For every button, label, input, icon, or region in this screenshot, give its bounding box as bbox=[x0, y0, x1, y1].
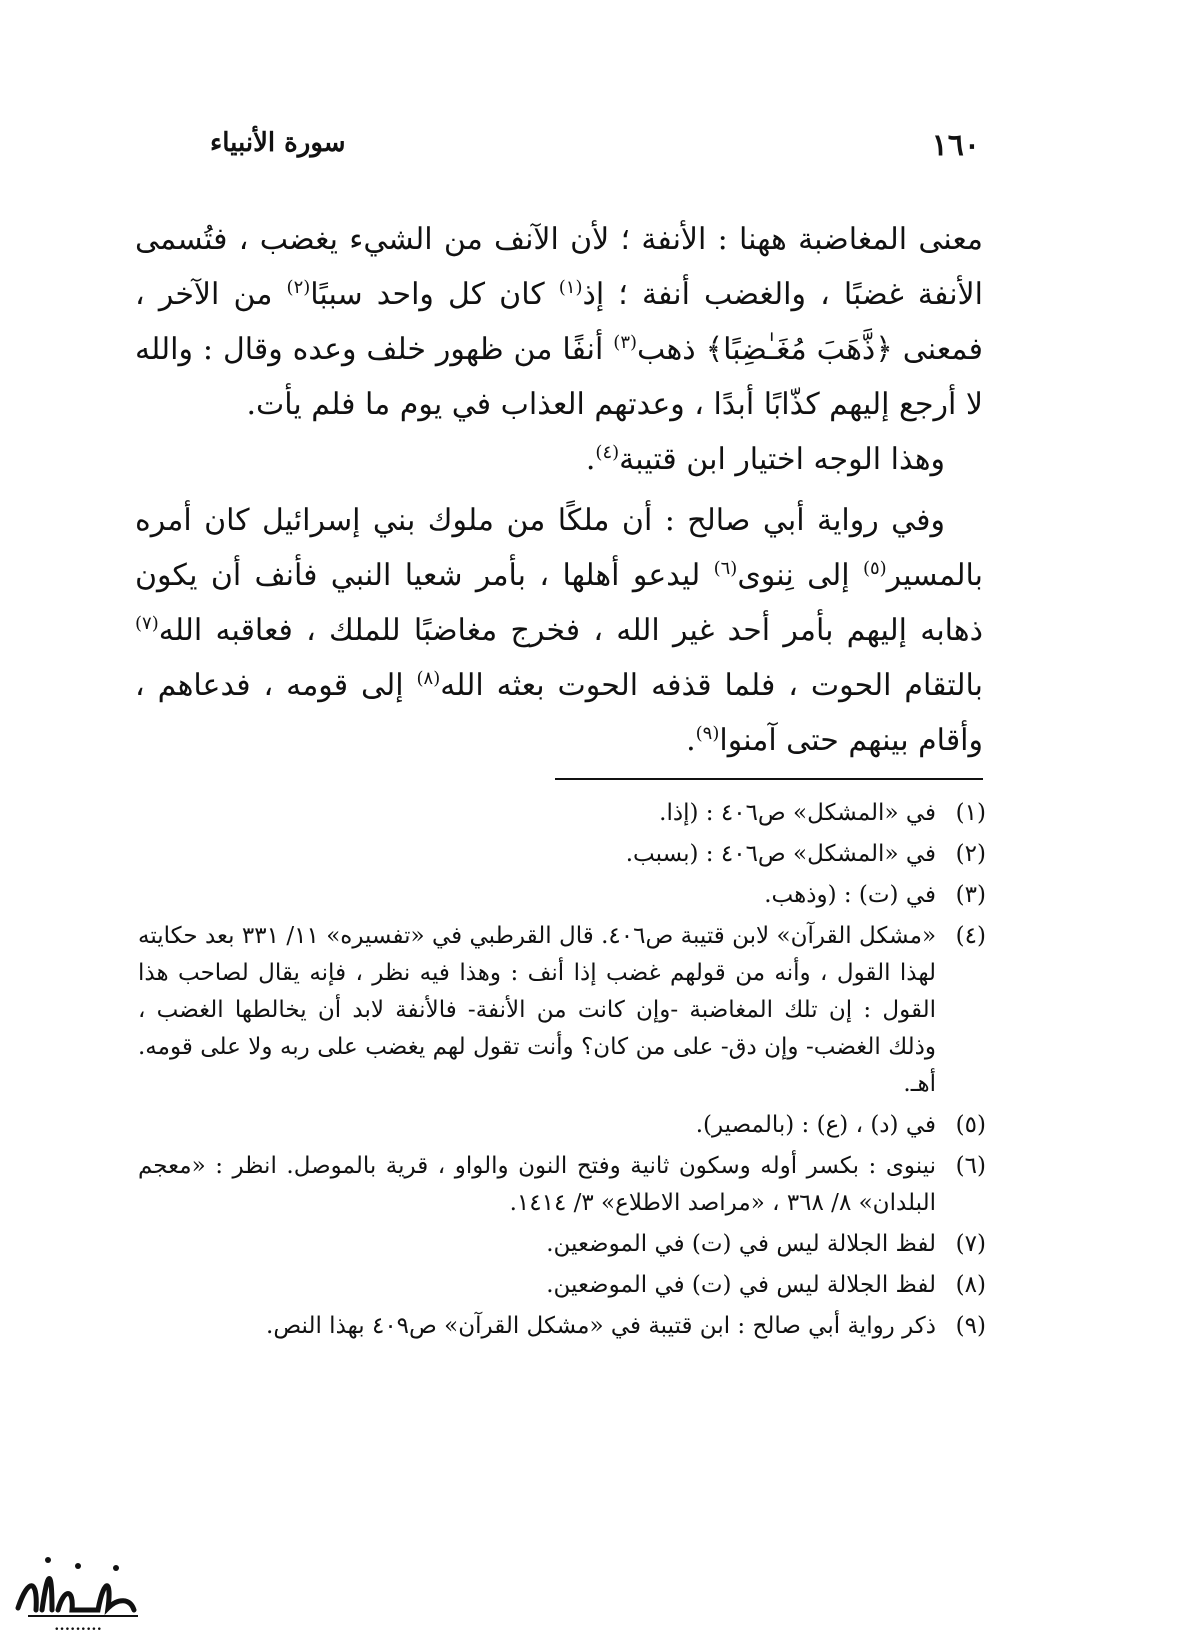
footnote-8 bbox=[138, 1267, 986, 1304]
footnote-ref-4[interactable]: (٤) bbox=[595, 442, 620, 463]
text-run: كان كل واحد سببًا bbox=[310, 277, 559, 312]
paragraph-3 bbox=[135, 493, 983, 768]
paragraph-1 bbox=[135, 212, 983, 432]
surah-title: سورة الأنبياء bbox=[210, 128, 346, 158]
footnote-ref-6[interactable]: (٦) bbox=[713, 558, 738, 579]
footnote-7 bbox=[138, 1226, 986, 1263]
footnote-ref-3[interactable]: (٣) bbox=[613, 332, 638, 353]
footnote-number: (٣) bbox=[955, 882, 986, 908]
text-run: . bbox=[686, 723, 696, 758]
footnote-text: في (د) ، (ع) : (بالمصير). bbox=[695, 1112, 936, 1138]
footnote-text: نينوى : بكسر أوله وسكون ثانية وفتح النون والواو ، قرية بالموصل. انظر : «معجم البلدان» ٨/ ٣٦٨ ، «مراصد الاطلاع» ٣/ ١٤١٤. bbox=[138, 1153, 936, 1216]
text-run: إلى نِنوى bbox=[737, 558, 863, 593]
svg-text:•••••••••: ••••••••• bbox=[54, 1625, 102, 1635]
footnote-ref-5[interactable]: (٥) bbox=[862, 558, 887, 579]
footnote-ref-7[interactable]: (٧) bbox=[135, 613, 159, 634]
page-number: ١٦٠ bbox=[931, 128, 980, 163]
page-header bbox=[210, 128, 980, 178]
text-run: ليدعو أهلها ، بأمر شعيا النبي فأنف أن يكون ذهابه إليهم بأمر أحد غير الله ، فخرج مغاضبًا للملك ، فعاقبه الله bbox=[135, 558, 983, 648]
footnote-text: في «المشكل» ص٤٠٦ : (إذا. bbox=[659, 800, 936, 826]
text-run: من الآخر ، فمعنى ﴿ذَّهَبَ مُغَـٰضِبًا﴾ ذهب bbox=[135, 277, 983, 367]
footnote-number: (٨) bbox=[955, 1272, 986, 1298]
footnote-number: (٢) bbox=[955, 841, 986, 867]
footnote-3 bbox=[138, 877, 986, 914]
footnote-9 bbox=[138, 1308, 986, 1345]
text-run: إلى قومه ، فدعاهم ، وأقام بينهم حتى آمنوا bbox=[135, 668, 983, 758]
footnote-number: (٤) bbox=[955, 923, 986, 949]
footnote-separator bbox=[555, 778, 983, 780]
footnote-ref-2[interactable]: (٢) bbox=[286, 277, 311, 298]
text-run: . bbox=[585, 442, 596, 477]
paragraph-2 bbox=[135, 432, 983, 487]
footnote-ref-9[interactable]: (٩) bbox=[695, 723, 720, 744]
footnote-number: (٥) bbox=[955, 1112, 986, 1138]
footnote-text: ذكر رواية أبي صالح : ابن قتيبة في «مشكل القرآن» ص٤٠٩ بهذا النص. bbox=[266, 1313, 936, 1339]
footnote-6 bbox=[138, 1148, 986, 1222]
footnote-4 bbox=[138, 918, 986, 1103]
text-run: بالتقام الحوت ، فلما قذفه الحوت بعثه الله bbox=[440, 668, 983, 703]
main-text bbox=[135, 212, 983, 768]
footnote-ref-8[interactable]: (٨) bbox=[416, 668, 441, 689]
footnote-number: (٩) bbox=[955, 1313, 986, 1339]
footnote-text: لفظ الجلالة ليس في (ت) في الموضعين. bbox=[546, 1231, 936, 1257]
footnote-text: لفظ الجلالة ليس في (ت) في الموضعين. bbox=[546, 1272, 936, 1298]
text-run: وفي رواية أبي صالح : أن ملكًا من ملوك بني إسرائيل كان أمره بالمسير bbox=[135, 503, 984, 593]
footnote-1 bbox=[138, 795, 986, 832]
text-run: معنى المغاضبة ههنا : الأنفة ؛ لأن الآنف من الشيء يغضب ، فتُسمى الأنفة غضبًا ، والغضب أنفة ؛ إذ bbox=[135, 222, 983, 312]
footnote-2 bbox=[138, 836, 986, 873]
footnote-number: (١) bbox=[955, 800, 986, 826]
text-run: أنفًا من ظهور خلف وعده وقال : والله لا أرجع إليهم كذّابًا أبدًا ، وعدتهم العذاب في يوم ما فلم يأت. bbox=[135, 332, 983, 422]
footnote-5 bbox=[138, 1107, 986, 1144]
publisher-logo bbox=[8, 1538, 148, 1638]
footnote-text: في «المشكل» ص٤٠٦ : (بسبب. bbox=[625, 841, 936, 867]
footnote-number: (٧) bbox=[955, 1231, 986, 1257]
footnote-text: «مشكل القرآن» لابن قتيبة ص٤٠٦. قال القرطبي في «تفسيره» ١١/ ٣٣١ بعد حكايته لهذا القول ، وأنه من قولهم غضب إذا أنف : وهذا فيه نظر ، فإنه يقال لصاحب هذا القول : إن تلك المغاضبة -وإن كانت من الأنفة- فالأنفة لابد أن يخالطها الغضب ، وذلك الغضب- وإن دق- على من كان؟ وأنت تقول لهم يغضب على ربه ولا على قومه. أهـ. bbox=[138, 923, 937, 1097]
text-run: وهذا الوجه اختيار ابن قتيبة bbox=[619, 442, 945, 477]
footnote-text: في (ت) : (وذهب. bbox=[764, 882, 936, 908]
footnote-ref-1[interactable]: (١) bbox=[558, 277, 583, 298]
calligraphy-logo-icon bbox=[8, 1538, 148, 1638]
footnote-number: (٦) bbox=[955, 1153, 986, 1179]
footnotes bbox=[138, 795, 986, 1349]
